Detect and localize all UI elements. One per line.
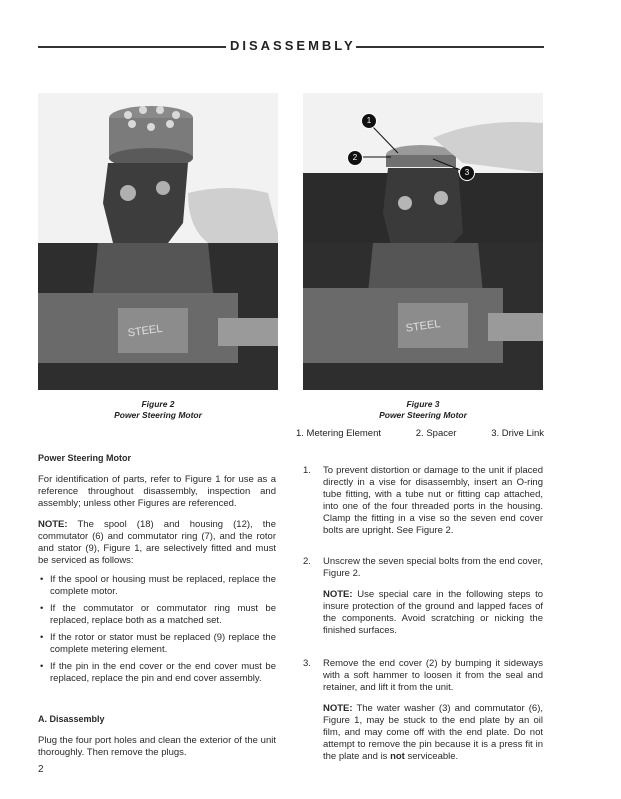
section-heading: Power Steering Motor: [38, 453, 132, 463]
list-item: • If the commutator or commutator ring must be replaced, replace both as a matched set.: [38, 603, 276, 627]
section-header: [38, 38, 544, 56]
legend-item: 2. Spacer: [415, 428, 457, 439]
note-text-end: serviceable.: [404, 751, 459, 762]
note-emphasis: not: [390, 751, 405, 762]
note-label: NOTE:: [323, 589, 353, 600]
closing-paragraph: Plug the four port holes and clean the exterior of the unit thoroughly. Then remove the plugs.: [38, 735, 276, 758]
page-number: 2: [38, 764, 44, 775]
callout-2: 2: [347, 150, 363, 166]
note-text: Use special care in the following steps to insure protection of the ground and lapped faces of the components. Avoid scratching or nicking the finished surfaces.: [323, 589, 544, 636]
figure-2-title: Power Steering Motor: [114, 410, 202, 420]
svg-text:STEEL: STEEL: [126, 322, 164, 340]
intro-paragraph: For identification of parts, refer to Figure 1 for use as a reference throughout disassembly, inspection and assembly; unless other Figures are referenced.: [38, 474, 276, 509]
list-item: • If the pin in the end cover or the end cover must be replaced, replace the pin and end cover assembly.: [38, 661, 276, 685]
figure-2-photo: [38, 93, 278, 390]
left-column: [38, 452, 276, 690]
step-text: Unscrew the seven special bolts from the end cover, Figure 2.: [323, 556, 543, 579]
list-item: • If the spool or housing must be replaced, replace the complete motor.: [38, 574, 276, 598]
list-item: • If the rotor or stator must be replaced (9) replace the complete metering element.: [38, 632, 276, 656]
care-note: [323, 589, 543, 637]
note-label: NOTE:: [323, 703, 353, 714]
step-number: 3.: [303, 658, 311, 669]
step-number: 2.: [303, 556, 311, 567]
step-1: [303, 465, 543, 537]
step-text: Remove the end cover (2) by bumping it sideways with a soft hammer to loosen it from the seal and retainer, and lift it from the unit.: [323, 658, 543, 693]
figure-3-photo: [303, 93, 543, 390]
callout-3: 3: [459, 165, 475, 181]
figure-2-label: Figure 2: [141, 399, 175, 409]
note-label: NOTE:: [38, 519, 68, 530]
step-3: [303, 658, 543, 696]
figure-3-legend: [296, 428, 544, 439]
callout-1: 1: [361, 113, 377, 129]
figure-3-title: Power Steering Motor: [379, 410, 467, 420]
header-rule-right: [356, 46, 544, 48]
svg-text:STEEL: STEEL: [405, 317, 442, 335]
figure-3-label: Figure 3: [406, 399, 440, 409]
step-text: To prevent distortion or damage to the unit if placed directly in a vise for disassembly, insert an O-ring tube fitting, with a tube nut or fitting cap attached, into one of the four threaded ports in the housing. Clamp the fitting in a vise so the seven end cover bolts are upright. See Figure 2.: [323, 465, 543, 536]
subsection-heading: A. Disassembly: [38, 714, 105, 724]
section-title: DISASSEMBLY: [230, 38, 356, 53]
service-bullet-list: [38, 574, 276, 685]
figure-2-caption: [38, 399, 278, 421]
disassembly-subsection: [38, 713, 276, 759]
legend-item: 1. Metering Element: [296, 428, 382, 439]
note-text: The water washer (3) and commutator (6), Figure 1, may be stuck to the end plate by an oil film, and may come off with the end plate. Do not attempt to remove the pin because it is a press fit in the plate and is: [323, 703, 543, 762]
step-2: [303, 556, 543, 582]
header-rule-left: [38, 46, 226, 48]
figure-3-caption: [303, 399, 543, 421]
note-text: The spool (18) and housing (12), the commutator (6) and commutator ring (7), and the rotor and stator (9), Figure 1, are selectively fitted and must be serviced as follows:: [38, 519, 276, 566]
legend-item: 3. Drive Link: [491, 428, 544, 439]
step-number: 1.: [303, 465, 311, 476]
note-paragraph: [38, 519, 276, 567]
washer-note: [323, 703, 543, 763]
